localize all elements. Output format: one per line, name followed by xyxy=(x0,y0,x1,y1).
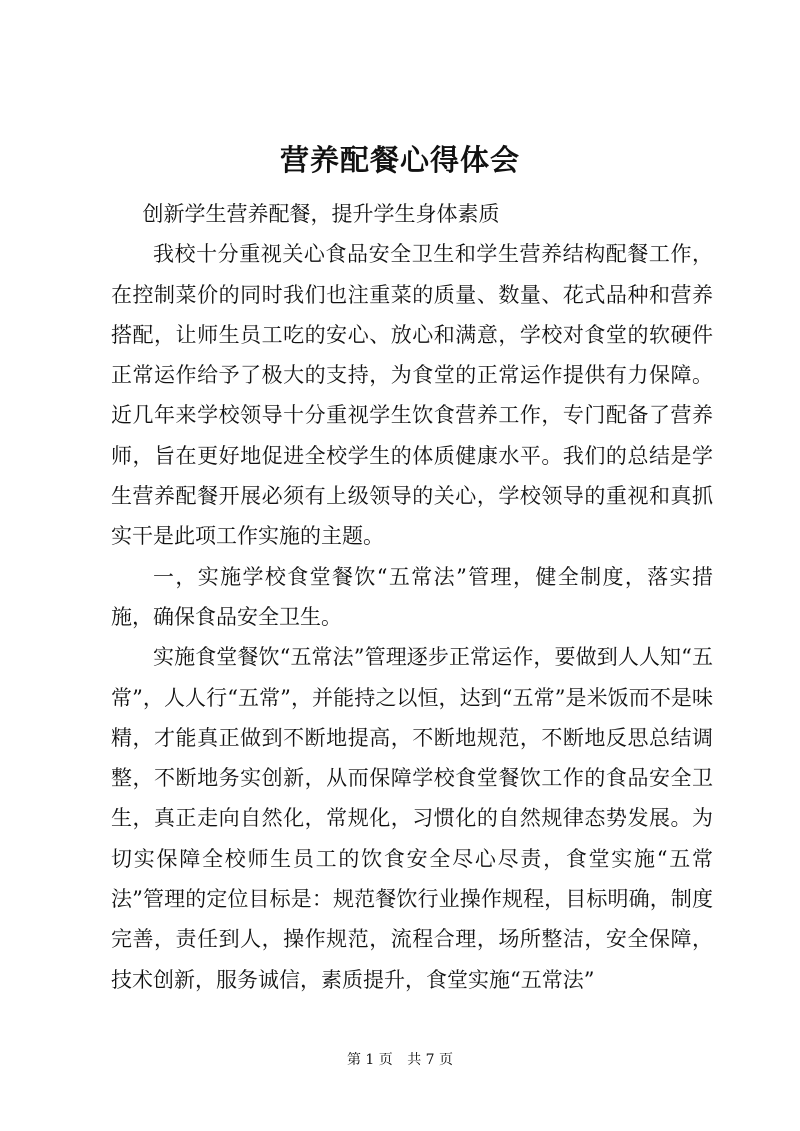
page-footer xyxy=(0,1050,800,1070)
paragraph-five-s-method: 实施食堂餐饮“五常法”管理逐步正常运作，要做到人人知“五常”，人人行“五常”，并能持之以恒，达到“五常”是米饭而不是味精，才能真正做到不断地提高，不断地规范，不断地反思总结调整，不断地务实创新，从而保障学校食堂餐饮工作的食品安全卫生，真正走向自然化，常规化，习惯化的自然规律态势发展。为切实保障全校师生员工的饮食安全尽心尽责，食堂实施“五常法”管理的定位目标是：规范餐饮行业操作规程，目标明确，制度完善，责任到人，操作规范，流程合理，场所整洁，安全保障，技术创新，服务诚信，素质提升，食堂实施“五常法” xyxy=(111,645,713,992)
paragraph-intro: 我校十分重视关心食品安全卫生和学生营养结构配餐工作，在控制菜价的同时我们也注重菜的质量、数量、花式品种和营养搭配，让师生员工吃的安心、放心和满意，学校对食堂的软硬件正常运作给予了极大的支持，为食堂的正常运作提供有力保障。近几年来学校领导十分重视学生饮食营养工作，专门配备了营养师，旨在更好地促进全校学生的体质健康水平。我们的总结是学生营养配餐开展必须有上级领导的关心，学校领导的重视和真抓实干是此项工作实施的主题。 xyxy=(111,242,713,549)
document-title: 营养配餐心得体会 xyxy=(279,143,520,177)
page-total: 共 7 页 xyxy=(407,1052,454,1068)
document-subtitle: 创新学生营养配餐，提升学生身体素质 xyxy=(142,202,500,226)
paragraph-section-heading: 一，实施学校食堂餐饮“五常法”管理，健全制度，落实措施，确保食品安全卫生。 xyxy=(111,564,713,629)
page-number: 第 1 页 xyxy=(346,1052,393,1068)
document-body xyxy=(111,194,713,1000)
